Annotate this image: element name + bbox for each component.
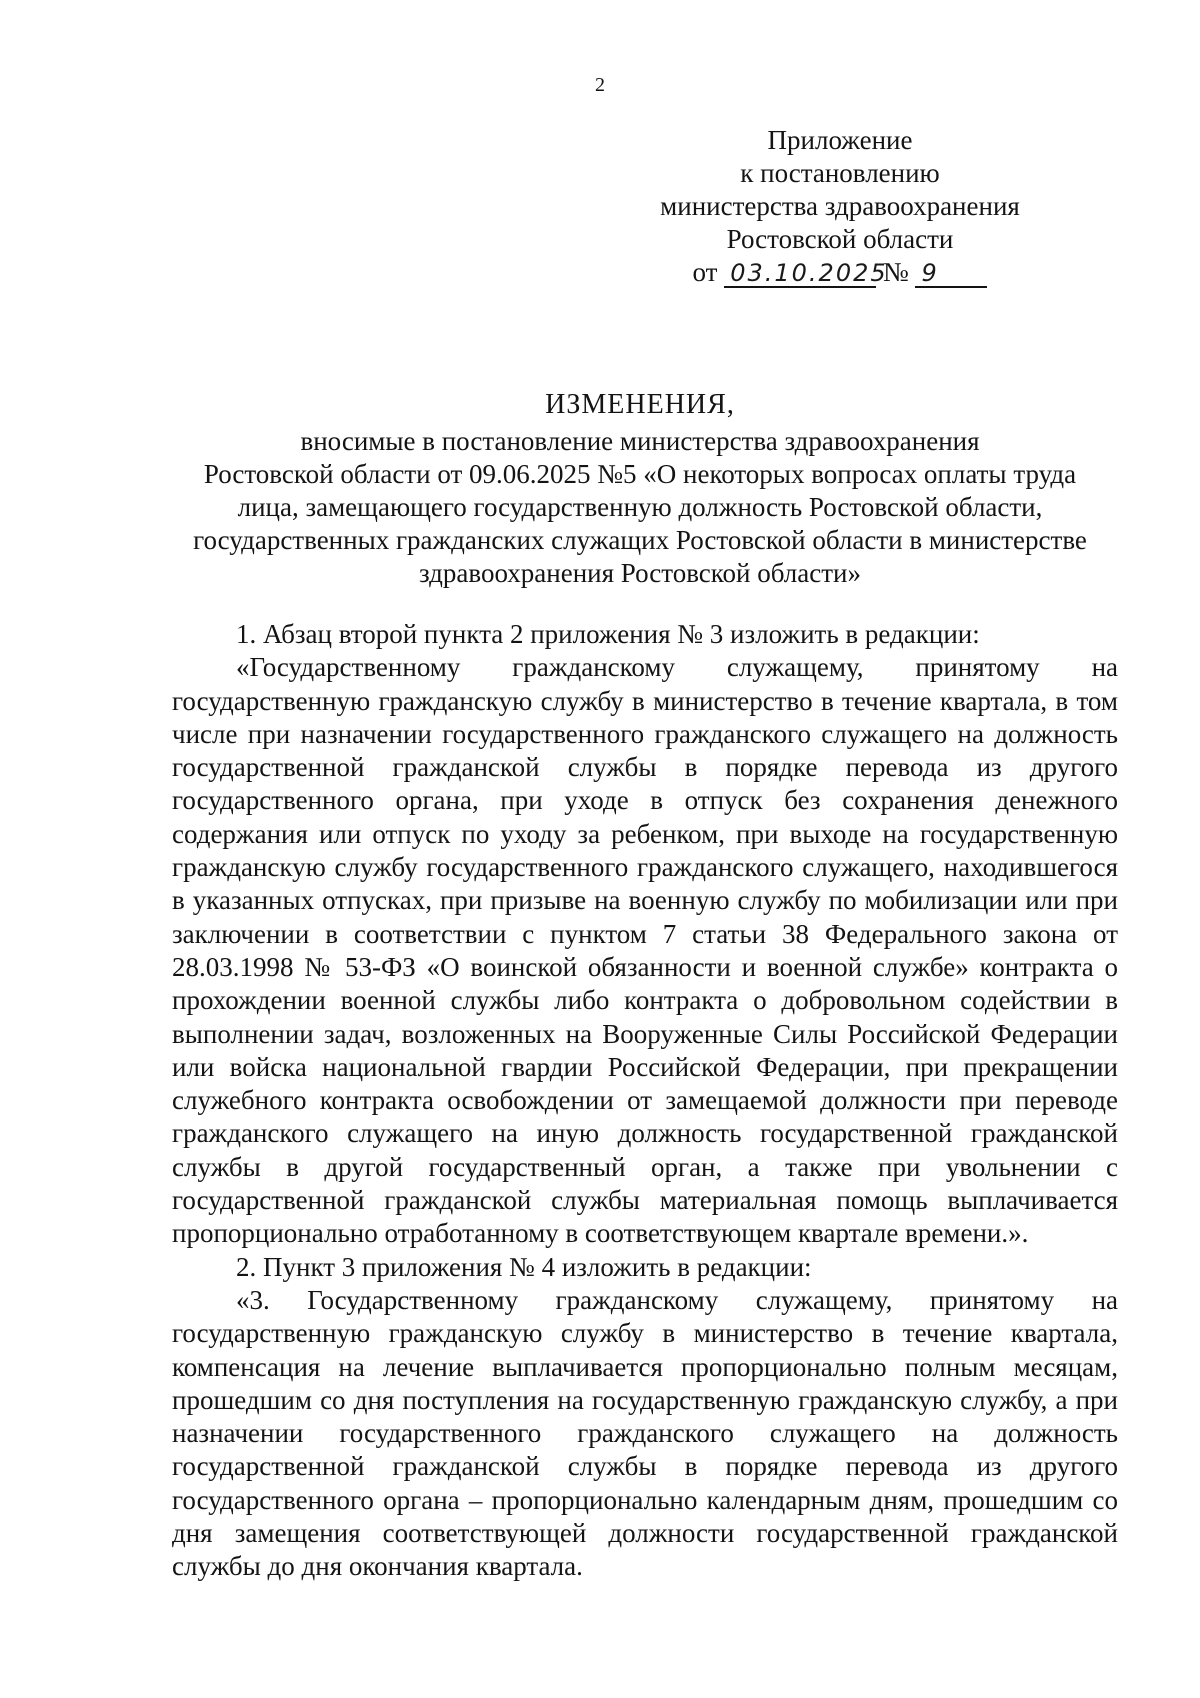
paragraph-item-1: 1. Абзац второй пункта 2 приложения № 3 изложить в редакции: [236,619,980,649]
number-sign: № [882,257,909,287]
appendix-line-resolution: к постановлению [740,158,940,188]
document-body [172,618,1118,1584]
document-subtitle-line-5: здравоохранения Ростовской области» [419,558,861,588]
paragraph-item-2: 2. Пункт 3 приложения № 4 изложить в редакции: [236,1251,812,1282]
appendix-line-region: Ростовской области [726,224,954,254]
date-prefix: от [692,257,718,287]
handwritten-number: 9 [915,260,987,288]
document-subtitle-line-2: Ростовской области от 09.06.2025 №5 «О некоторых вопросах оплаты труда [203,459,1077,489]
appendix-title: Приложение [767,125,913,155]
appendix-block [640,124,1040,289]
appendix-date-line [640,256,1040,289]
document-title-block [160,388,1120,590]
document-subtitle-line-3: лица, замещающего государственную должность Ростовской области, [237,492,1043,522]
appendix-line-ministry: министерства здравоохранения [660,191,1020,221]
handwritten-date: 03.10.2025 [724,260,876,288]
paragraph-amendment-1: «Государственному гражданскому служащему, принятому на государственную гражданскую службу в министерство в течение квартала, в том числе при назначении государственного гражданского служащего на должность государственной гражданской службы в порядке перевода из другого государственного органа, при уходе в отпуск без сохранения денежного содержания или отпуск по уходу за ребенком, при выходе на государственную гражданскую службу государственного гражданского служащего, находившегося в указанных отпусках, при призыве на военную службу по мобилизации или при заключении в соответствии с пунктом 7 статьи 38 Федерального закона от 28.03.1998 № 53-ФЗ «О воинской обязанности и военной службе» контракта о прохождении военной службы либо контракта о добровольном содействии в выполнении задач, возложенных на Вооруженные Силы Российской Федерации или войска национальной гвардии Российской Федерации, при прекращении служебного контракта освобождении от замещаемой должности при переводе гражданского служащего на иную должность государственной гражданской службы в другой государственный орган, а также при увольнении с государственной гражданской службы материальная помощь выплачивается пропорционально отработанному в соответствующем квартале времени.». [172,652,1118,1249]
page-number: 2 [595,74,605,96]
document-subtitle-line-4: государственных гражданских служащих Ростовской области в министерстве [193,525,1087,555]
document-title: ИЗМЕНЕНИЯ, [545,389,735,420]
document-subtitle-line-1: вносимые в постановление министерства здравоохранения [300,426,980,456]
paragraph-amendment-2: «3. Государственному гражданскому служащему, принятому на государственную гражданскую службу в министерство в течение квартала, компенсация на лечение выплачивается пропорционально полным месяцам, прошедшим со дня поступления на государственную гражданскую службу, а при назначении государственного гражданского служащего на должность государственной гражданской службы в порядке перевода из другого государственного органа – пропорционально календарным дням, прошедшим со дня замещения соответствующей должности государственной гражданской службы до дня окончания квартала. [172,1284,1118,1582]
